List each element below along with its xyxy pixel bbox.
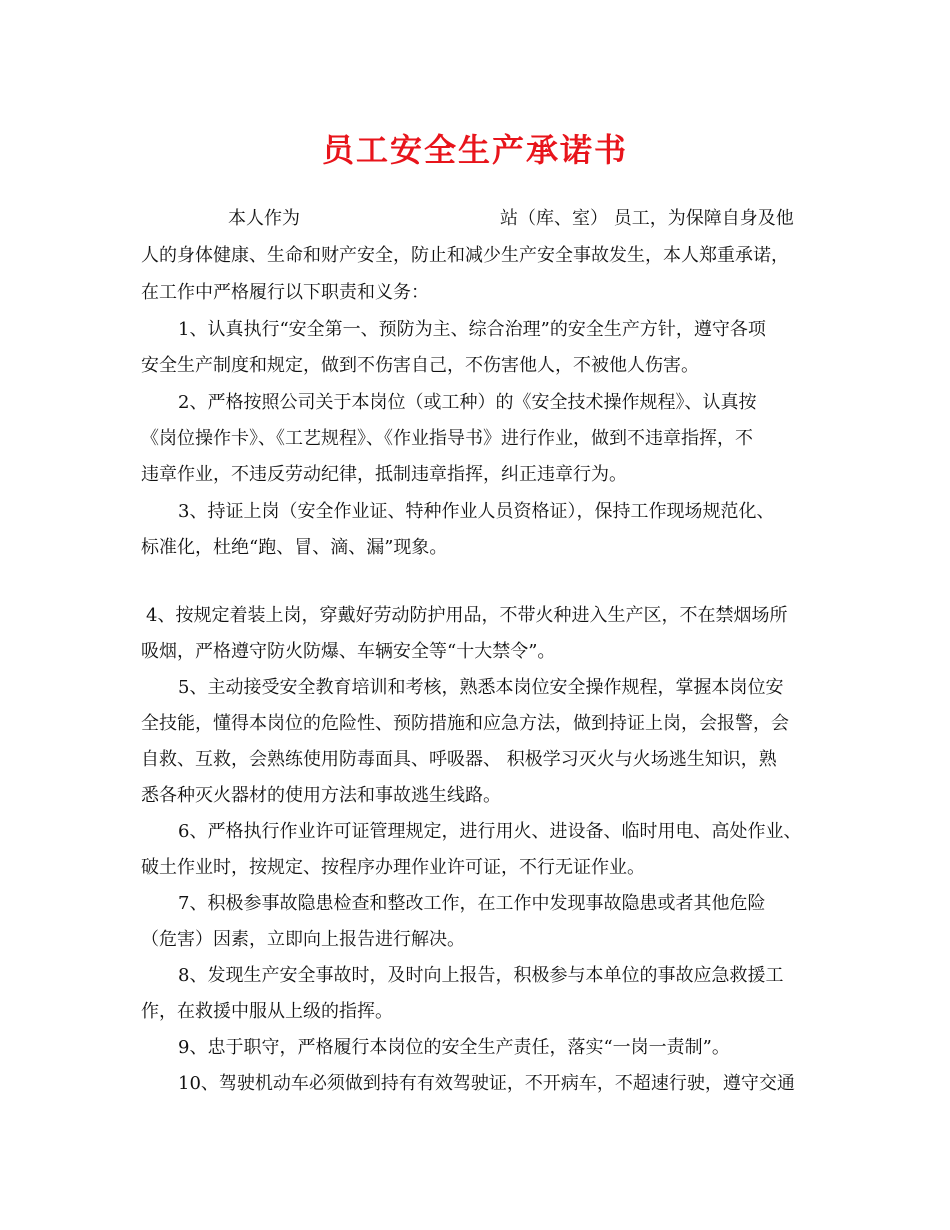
intro-line: 人的身体健康、生命和财产安全，防止和减少生产安全事故发生，本人郑重承诺， bbox=[141, 245, 789, 266]
item-8-line-2: 作，在救援中服从上级的指挥。 bbox=[141, 1001, 393, 1022]
item-6-line-2: 破土作业时，按规定、按程序办理作业许可证，不行无证作业。 bbox=[141, 857, 645, 878]
item-3-line-1: 3、持证上岗（安全作业证、特种作业人员资格证），保持工作现场规范化、 bbox=[178, 501, 775, 522]
item-1-line-2: 安全生产制度和规定，做到不伤害自己，不伤害他人，不被他人伤害。 bbox=[141, 355, 699, 376]
item-1-line-1: 1、认真执行“安全第一、预防为主、综合治理”的安全生产方针，遵守各项 bbox=[178, 319, 766, 340]
item-3-line-2: 标准化，杜绝“跑、冒、滴、漏”现象。 bbox=[141, 537, 448, 558]
intro-line: 在工作中严格履行以下职责和义务： bbox=[141, 282, 429, 303]
item-8-line-1: 8、发现生产安全事故时，及时向上报告，积极参与本单位的事故应急救援工 bbox=[178, 965, 784, 986]
item-5-line-4: 悉各种灭火器材的使用方法和事故逃生线路。 bbox=[141, 785, 501, 806]
item-6-line-1: 6、严格执行作业许可证管理规定，进行用火、进设备、临时用电、高处作业、 bbox=[178, 821, 802, 842]
item-7-line-1: 7、积极参事故隐患检查和整改工作，在工作中发现事故隐患或者其他危险 bbox=[178, 893, 766, 914]
item-4-line-2: 吸烟，严格遵守防火防爆、车辆安全等“十大禁令”。 bbox=[141, 641, 556, 662]
item-5-line-2: 全技能，懂得本岗位的危险性、预防措施和应急方法，做到持证上岗，会报警，会 bbox=[141, 713, 789, 734]
item-2-line-3: 违章作业，不违反劳动纪律，抵制违章指挥，纠正违章行为。 bbox=[141, 464, 627, 485]
item-2-line-1: 2、严格按照公司关于本岗位（或工种）的《安全技术操作规程》、认真按 bbox=[178, 392, 757, 413]
intro-text-unit: 站（库、室） 员工，为保障自身及他 bbox=[500, 208, 794, 229]
item-5-line-1: 5、主动接受安全教育培训和考核，熟悉本岗位安全操作规程，掌握本岗位安 bbox=[178, 677, 784, 698]
item-2-line-2: 《岗位操作卡》、《工艺规程》、《作业指导书》进行作业，做到不违章指挥，不 bbox=[141, 428, 753, 449]
document-title: 员工安全生产承诺书 bbox=[321, 131, 628, 169]
item-7-line-2: （危害）因素，立即向上报告进行解决。 bbox=[141, 929, 465, 950]
item-4-line-1: 4、按规定着装上岗，穿戴好劳动防护用品，不带火种进入生产区，不在禁烟场所 bbox=[146, 605, 788, 626]
item-9-line-1: 9、忠于职守，严格履行本岗位的安全生产责任，落实“一岗一责制”。 bbox=[178, 1037, 730, 1058]
item-10-line-1: 10、驾驶机动车必须做到持有有效驾驶证，不开病车，不超速行驶，遵守交通 bbox=[178, 1073, 795, 1094]
intro-text-start: 本人作为 bbox=[228, 208, 300, 229]
item-5-line-3: 自救、互救，会熟练使用防毒面具、呼吸器、 积极学习灭火与火场逃生知识，熟 bbox=[141, 749, 777, 770]
